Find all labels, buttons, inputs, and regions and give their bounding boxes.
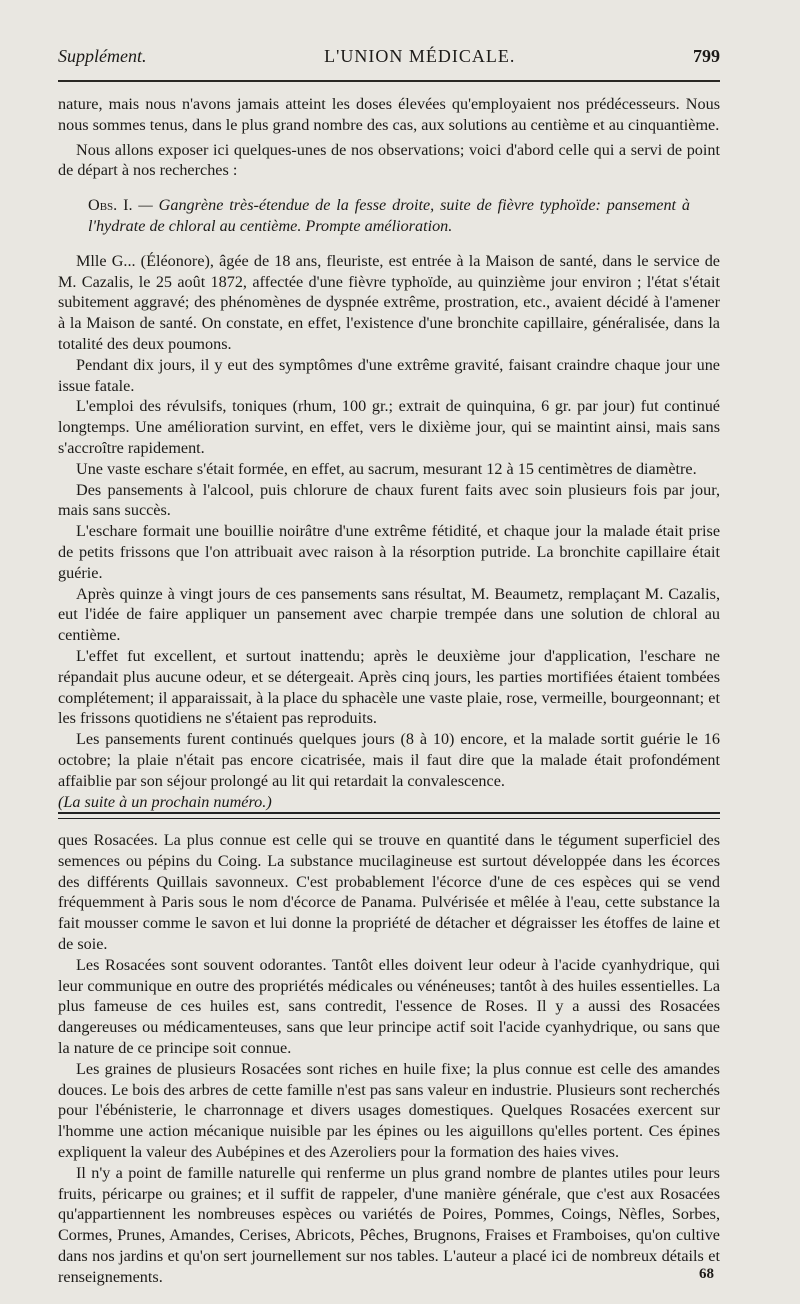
paragraph: Il n'y a point de famille naturelle qui renferme un plus grand nombre de plantes utiles pour leurs fruits, péricarpe ou graines; et il suffit de rappeler, d'une manière générale, que c'est aux Rosacées qu'appartiennent les nombreuses espèces ou variétés de Poires, Pommes, Coings, Nèfles, Sorbes, Cormes, Prunes, Amandes, Cerises, Abricots, Pêches, Brugnons, Fraises et Framboises, qu'on cultive dans nos jardins et qu'on sert journellement sur nos tables. L'auteur a placé ici de nombreux détails et renseignements.: [58, 1163, 720, 1286]
feuilleton-divider: [58, 812, 720, 819]
paragraph: Nous allons exposer ici quelques-unes de nos observations; voici d'abord celle qui a servi de point de départ à nos recherches :: [58, 140, 720, 180]
header-rule: [58, 80, 720, 82]
observation-title: [58, 195, 720, 237]
paragraph: Une vaste eschare s'était formée, en effet, au sacrum, mesurant 12 à 15 centimètres de diamètre.: [76, 459, 697, 478]
paragraph: L'eschare formait une bouillie noirâtre d'une extrême fétidité, et chaque jour la malade était prise de petits frissons que l'on attribuait avec raison à la résorption putride. La bronchite capillaire était guérie.: [58, 522, 720, 582]
journal-title: L'UNION MÉDICALE.: [324, 46, 516, 66]
paragraph: nature, mais nous n'avons jamais atteint les doses élevées qu'employaient nos prédécesseurs. Nous nous sommes tenus, dans le plus grand nombre des cas, aux solutions au centième et au cinquantième.: [58, 95, 720, 134]
paragraph: Mlle G... (Éléonore), âgée de 18 ans, fleuriste, est entrée à la Maison de santé, dans le service de M. Cazalis, le 25 août 1872, affectée d'une fièvre typhoïde, au quinzième jour environ ; l'état s'était subitement aggravé; des phénomènes de dyspnée extrême, prostration, etc., avaient décidé à l'amener à la Maison de santé. On constate, en effet, l'existence d'une bronchite capillaire, généralisée, dans la totalité des deux poumons.: [58, 251, 720, 353]
signature-mark: 68: [699, 1266, 714, 1282]
feuilleton-column: [58, 830, 720, 1288]
paragraph: ques Rosacées. La plus connue est celle qui se trouve en quantité dans le tégument superficiel des semences ou pépins du Coing. La substance mucilagineuse est surtout développée dans les écorces des différents Quillais savonneux. C'est probablement l'écorce d'une de ces espèces qui se vend fréquemment à Paris sous le nom d'écorce de Panama. Pulvérisée et mêlée à l'eau, cette substance la fait mousser comme le savon et lui donne la propriété de détacher et dégraisser les étoffes de laine et de soie.: [58, 831, 720, 953]
paragraph: L'effet fut excellent, et surtout inattendu; après le deuxième jour d'application, l'eschare ne répandait plus aucune odeur, et se détergeait. Après cinq jours, les parties mortifiées étaient tombées complétement; il apparaissait, à la place du sphacèle une vaste plaie, rose, vermeille, bourgeonnant; et les frissons quotidiens ne s'étaient pas reproduits.: [58, 646, 720, 728]
page-number: 799: [692, 46, 720, 66]
observation-label: Obs. I.: [88, 196, 133, 215]
paragraph: Des pansements à l'alcool, puis chlorure de chaux furent faits avec soin plusieurs fois par jour, mais sans succès.: [58, 480, 720, 520]
paragraph: Après quinze à vingt jours de ces pansements sans résultat, M. Beaumetz, remplaçant M. Cazalis, eut l'idée de faire appliquer un pansement avec charpie trempée dans une solution de chloral au centième.: [58, 584, 720, 645]
paragraph: Les pansements furent continués quelques jours (8 à 10) encore, et la malade sortit guérie le 16 octobre; la plaie n'était pas encore cicatrisée, mais il faut dire que la malade était profondément affaiblie par son séjour prolongé au lit qui retardait la convalescence.: [58, 730, 720, 790]
observation-heading: — Gangrène très-étendue de la fesse droite, suite de fièvre typhoïde: pansement à l'hydrate de chloral au centième. Prompte amélioration.: [88, 196, 690, 235]
paragraph: L'emploi des révulsifs, toniques (rhum, 100 gr.; extrait de quinquina, 6 gr. par jour) fut continué longtemps. Une amélioration survint, en effet, vers le dixième jour, qui se maintint ainsi, mais sans s'accroître rapidement.: [58, 397, 720, 457]
paragraph: Les Rosacées sont souvent odorantes. Tantôt elles doivent leur odeur à l'acide cyanhydrique, qui leur communique en outre des propriétés médicales ou vénéneuses; tantôt à des huiles essentielles. La plus fameuse de ces huiles est, sans contredit, l'essence de Roses. Il y a aussi des Rosacées dangereuses ou médicamenteuses, sans que leur principe actif soit l'acide cyanhydrique, ou sans que la nature de ce principe soit connue.: [58, 955, 720, 1057]
article-column: [58, 94, 720, 812]
paragraph: Pendant dix jours, il y eut des symptômes d'une extrême gravité, faisant craindre chaque jour une issue fatale.: [58, 355, 720, 395]
header-section: Supplément.: [58, 46, 147, 66]
paragraph: Les graines de plusieurs Rosacées sont riches en huile fixe; la plus connue est celle des amandes douces. Le bois des arbres de cette famille n'est pas sans valeur en industrie. Plusieurs sont recherchés pour l'ébénisterie, le charronnage et divers usages domestiques. Quelques Rosacées exercent sur l'homme une action mécanique nuisible par les épines ou les aiguillons qu'elles portent. Ces épines expliquent la valeur des Aubépines et des Azeroliers pour la formation des haies vives.: [58, 1059, 720, 1161]
continuation-note: (La suite à un prochain numéro.): [58, 792, 272, 811]
running-header: [58, 46, 720, 74]
